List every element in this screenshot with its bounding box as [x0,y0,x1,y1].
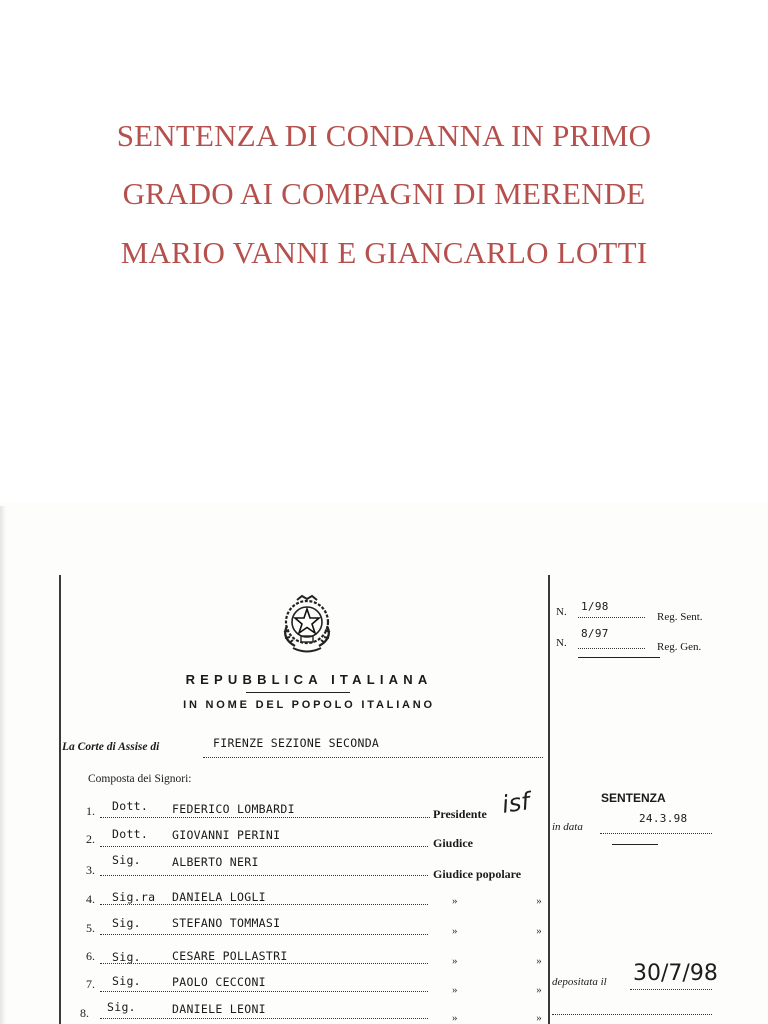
sentenza-date-dotline [600,833,712,834]
handwritten-initials: isf [500,787,532,819]
member-name: DANIELA LOGLI [172,890,266,904]
reg-gen-number: 8/97 [581,627,609,640]
title-line-2: GRADO AI COMPAGNI DI MERENDE [122,176,646,211]
reg-gen-n-label: N. [556,637,567,649]
member-title: Sig.ra [112,890,156,904]
court-value: FIRENZE SEZIONE SECONDA [213,736,380,750]
header-repubblica-italiana: REPUBBLICA ITALIANA [185,672,433,687]
member-title: Sig. [107,1000,136,1014]
deposit-dotline-2 [552,1014,712,1015]
member-title: Dott. [112,827,149,841]
member-number: 3. [86,863,95,877]
member-name: FEDERICO LOMBARDI [172,802,295,816]
reg-sent-n-label: N. [556,606,567,618]
member-title: Sig. [112,916,141,930]
member-dotline [100,846,428,847]
member-dotline [100,875,428,876]
member-dotline [100,817,430,818]
member-role: Presidente [433,807,487,821]
member-role-ditto: » » [452,925,580,937]
document-left-edge [0,506,6,1024]
header-in-nome-del-popolo: IN NOME DEL POPOLO ITALIANO [183,699,435,711]
court-dotline [203,757,543,758]
member-name: ALBERTO NERI [172,855,259,869]
member-dotline [100,934,428,935]
title-line-1: SENTENZA DI CONDANNA IN PRIMO [116,118,652,153]
member-name: GIOVANNI PERINI [172,828,281,842]
member-name: DANIELE LEONI [172,1002,266,1016]
sentenza-date-value: 24.3.98 [639,812,688,825]
member-title: Sig. [112,950,141,964]
member-title: Dott. [112,799,149,813]
reg-sent-label: Reg. Sent. [657,611,703,623]
member-dotline [100,991,428,992]
member-role: Giudice [433,836,474,850]
sentenza-label: SENTENZA [601,791,666,805]
sentenza-date-label: in data [552,821,583,833]
header-underline [246,692,350,693]
member-dotline [100,963,428,964]
member-name: STEFANO TOMMASI [172,916,281,930]
reg-gen-dotline [578,648,645,649]
member-title: Sig. [112,974,141,988]
left-margin-rule [59,575,61,1024]
member-role-ditto: » » [452,895,580,907]
member-name: CESARE POLLASTRI [172,949,288,963]
scanned-document [0,503,768,1024]
member-role-ditto: » » [452,1012,580,1024]
deposit-dotline [630,989,712,990]
member-number: 7. [86,977,95,991]
reg-underline [578,657,660,658]
member-role-ditto: » » [452,984,580,996]
member-title: Sig. [112,853,141,867]
italian-republic-emblem-icon [275,592,339,658]
member-dotline [100,1018,428,1019]
member-role-ditto: » » [452,955,580,967]
reg-sent-number: 1/98 [581,600,609,613]
title-line-3: MARIO VANNI E GIANCARLO LOTTI [120,235,648,270]
member-role: Giudice popolare [433,867,522,881]
court-label: La Corte di Assise di [62,741,160,753]
sentenza-underline [612,844,658,845]
member-number: 2. [86,832,95,846]
member-number: 6. [86,949,95,963]
deposit-label: depositata il [552,976,607,988]
composed-label: Composta dei Signori: [88,773,192,785]
reg-sent-dotline [578,617,645,618]
member-number: 8. [80,1006,89,1020]
deposit-date-handwritten: 30/7/98 [633,961,718,986]
member-number: 1. [86,804,95,818]
member-number: 4. [86,892,95,906]
member-number: 5. [86,921,95,935]
title-panel [0,0,768,500]
member-dotline [100,904,428,905]
member-name: PAOLO CECCONI [172,975,266,989]
reg-gen-label: Reg. Gen. [657,641,702,653]
